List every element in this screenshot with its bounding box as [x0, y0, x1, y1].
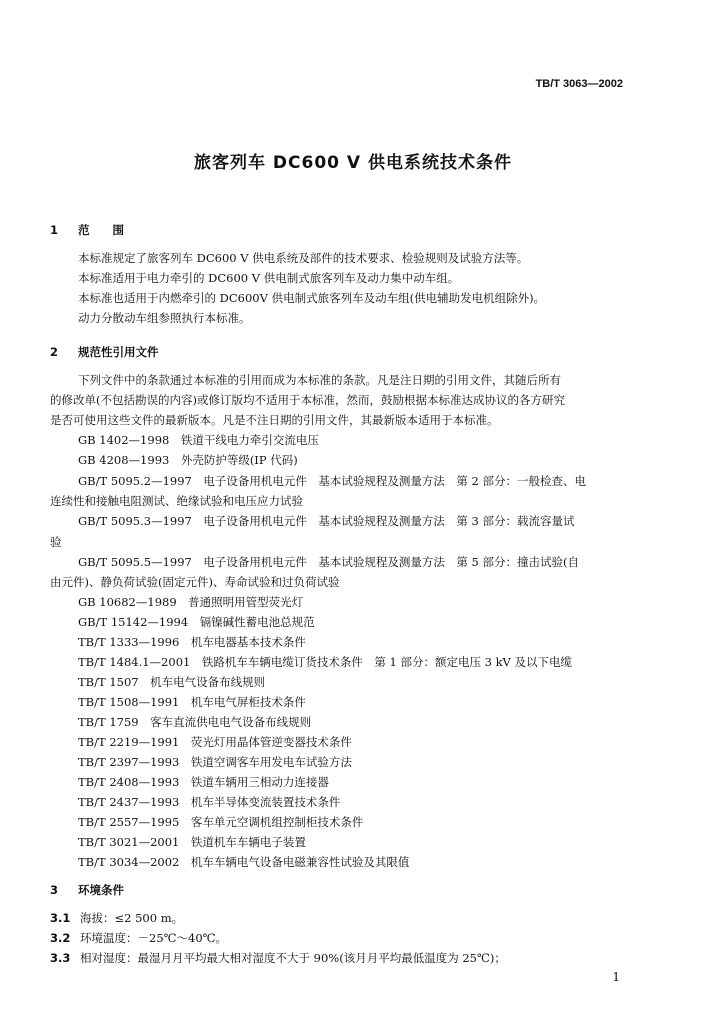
- reference-item-continuation: 验: [50, 535, 62, 549]
- reference-item: TB/T 1333—1996 机车电器基本技术条件: [78, 635, 306, 649]
- reference-item: TB/T 1507 机车电气设备布线规则: [78, 675, 266, 689]
- clause-number: 3.1: [50, 911, 71, 925]
- clause-number: 3.3: [50, 951, 71, 965]
- reference-item: GB 4208—1993 外壳防护等级(IP 代码): [78, 453, 298, 467]
- reference-item-continuation: 连续性和接触电阻测试、绝缘试验和电压应力试验: [50, 494, 303, 508]
- reference-item: TB/T 3034—2002 机车车辆电气设备电磁兼容性试验及其限值: [78, 855, 410, 869]
- reference-item: TB/T 2219—1991 荧光灯用晶体管逆变器技术条件: [78, 735, 352, 749]
- clause-text: 环境温度：－25℃～40℃。: [80, 931, 227, 945]
- reference-item: TB/T 1759 客车直流供电电气设备布线规则: [78, 715, 312, 729]
- clause-number: 3.2: [50, 931, 71, 945]
- clause-3-1: [50, 910, 183, 926]
- reference-item: TB/T 3021—2001 铁道机车车辆电子装置: [78, 835, 306, 849]
- reference-item: GB/T 5095.3—1997 电子设备用机电元件 基本试验规程及测量方法 第 3 部分：载流容量试: [78, 514, 575, 528]
- section-1-line-4: 动力分散动车组参照执行本标准。: [78, 311, 251, 325]
- section-1-line-1: 本标准规定了旅客列车 DC600 V 供电系统及部件的技术要求、检验规则及试验方法等。: [78, 251, 529, 265]
- reference-item: TB/T 1508—1991 机车电气屏柜技术条件: [78, 695, 306, 709]
- section-3-heading: [50, 882, 124, 898]
- section-title: 规范性引用文件: [78, 345, 159, 359]
- section-2-intro-line-1: 下列文件中的条款通过本标准的引用而成为本标准的条款。凡是注日期的引用文件，其随后所有: [78, 373, 561, 387]
- page-title: 旅客列车 DC600 V 供电系统技术条件: [194, 153, 512, 173]
- reference-item: TB/T 2397—1993 铁道空调客车用发电车试验方法: [78, 755, 352, 769]
- section-1-line-2: 本标准适用于电力牵引的 DC600 V 供电制式旅客列车及动力集中动车组。: [78, 271, 460, 285]
- reference-item: TB/T 1484.1—2001 铁路机车车辆电缆订货技术条件 第 1 部分：额定电压 3 kV 及以下电缆: [78, 655, 573, 669]
- section-title: 范 围: [78, 223, 124, 237]
- reference-item: TB/T 2408—1993 铁道车辆用三相动力连接器: [78, 775, 329, 789]
- reference-item: GB 10682—1989 普通照明用管型荧光灯: [78, 595, 304, 609]
- reference-item: GB/T 5095.5—1997 电子设备用机电元件 基本试验规程及测量方法 第 5 部分：撞击试验(自: [78, 555, 579, 569]
- page-number: 1: [612, 970, 620, 984]
- section-2-intro-line-3: 是否可使用这些文件的最新版本。凡是不注日期的引用文件，其最新版本适用于本标准。: [50, 413, 499, 427]
- section-number: 3: [50, 883, 59, 897]
- reference-item: TB/T 2437—1993 机车半导体变流装置技术条件: [78, 795, 341, 809]
- section-1-line-3: 本标准也适用于内燃牵引的 DC600V 供电制式旅客列车及动车组(供电辅助发电机组除外)。: [78, 291, 546, 305]
- section-2-intro-line-2: 的修改单(不包括勘误的内容)或修订版均不适用于本标准，然而，鼓励根据本标准达成协议的各方研究: [50, 393, 565, 407]
- reference-item: GB/T 15142—1994 镉镍碱性蓄电池总规范: [78, 615, 315, 629]
- reference-item-continuation: 由元件)、静负荷试验(固定元件)、寿命试验和过负荷试验: [50, 575, 340, 589]
- section-number: 1: [50, 223, 59, 237]
- section-2-heading: [50, 344, 159, 360]
- section-title: 环境条件: [78, 883, 124, 897]
- reference-item: GB/T 5095.2—1997 电子设备用机电元件 基本试验规程及测量方法 第 2 部分：一般检查、电: [78, 474, 586, 488]
- clause-3-3: [50, 950, 506, 966]
- reference-item: TB/T 2557—1995 客车单元空调机组控制柜技术条件: [78, 815, 364, 829]
- section-number: 2: [50, 345, 59, 359]
- document-code: TB/T 3063—2002: [535, 78, 623, 90]
- clause-3-2: [50, 930, 227, 946]
- clause-text: 相对湿度：最湿月月平均最大相对湿度不大于 90%(该月月平均最低温度为 25℃)；: [80, 951, 506, 965]
- clause-text: 海拔：≤2 500 m。: [80, 911, 184, 925]
- section-1-heading: [50, 222, 124, 238]
- reference-item: GB 1402—1998 铁道干线电力牵引交流电压: [78, 433, 319, 447]
